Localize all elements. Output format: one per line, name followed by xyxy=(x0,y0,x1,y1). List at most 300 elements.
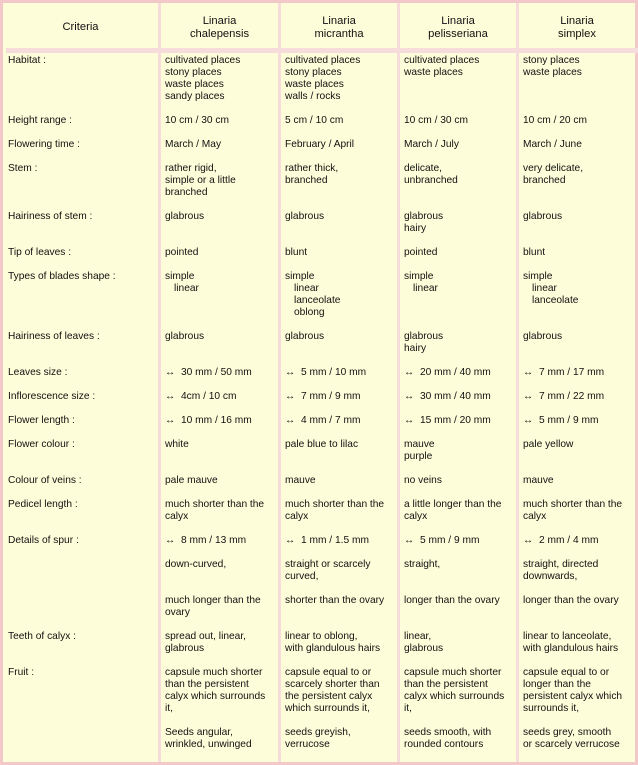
cell-text: down-curved, xyxy=(165,559,227,570)
cell-text: a little longer than the xyxy=(404,499,502,510)
genus-name: Linaria xyxy=(202,15,237,27)
table-cell xyxy=(285,439,358,451)
cell-line xyxy=(404,271,438,283)
cell-line xyxy=(285,211,324,223)
species-header xyxy=(400,6,516,48)
table-cell xyxy=(165,367,252,379)
cell-line xyxy=(404,175,458,187)
cell-line xyxy=(165,727,252,739)
table-cell xyxy=(285,499,384,523)
cell-text: 10 cm / 30 cm xyxy=(165,115,229,126)
table-cell xyxy=(285,595,384,607)
cell-text: glabrous xyxy=(165,331,205,342)
table-cell xyxy=(165,211,204,223)
cell-text: 5 mm / 9 mm xyxy=(420,535,480,546)
cell-line xyxy=(165,535,246,547)
cell-text: downwards, xyxy=(523,571,578,582)
cell-line xyxy=(404,367,491,379)
table-cell xyxy=(404,559,440,571)
cell-line xyxy=(404,727,491,739)
cell-line xyxy=(165,67,240,79)
table-cell xyxy=(523,631,618,655)
cell-text: glabrous xyxy=(165,211,205,222)
table-cell xyxy=(165,667,265,715)
cell-text: linear to lanceolate, xyxy=(523,631,612,642)
cell-line xyxy=(404,67,479,79)
cell-text: waste places xyxy=(285,79,344,90)
cell-text: surrounds it, xyxy=(523,703,580,714)
row-label: Height range : xyxy=(8,115,72,126)
cell-line xyxy=(165,163,236,175)
table-cell xyxy=(523,559,598,583)
table-cell xyxy=(523,439,573,451)
cell-text: longer than the ovary xyxy=(523,595,619,606)
table-cell xyxy=(285,331,324,343)
cell-line xyxy=(165,283,199,295)
cell-line xyxy=(285,691,380,703)
cell-line xyxy=(523,163,583,175)
table-cell xyxy=(285,115,343,127)
cell-text: rather rigid, xyxy=(165,163,217,174)
cell-text: simple xyxy=(523,271,553,282)
cell-line xyxy=(523,439,573,451)
cell-text: unbranched xyxy=(404,175,458,186)
cell-text: straight, directed xyxy=(523,559,599,570)
cell-line xyxy=(404,451,435,463)
table-cell xyxy=(285,667,380,715)
table-cell xyxy=(523,367,604,379)
table-cell xyxy=(523,595,619,607)
table-cell xyxy=(285,211,324,223)
table-cell xyxy=(404,727,491,751)
table-cell xyxy=(523,475,554,487)
table-cell xyxy=(404,391,491,403)
cell-line xyxy=(165,643,246,655)
row-label: Habitat : xyxy=(8,55,46,66)
table-cell xyxy=(165,727,252,751)
cell-text: capsule much shorter xyxy=(165,667,263,678)
table-cell xyxy=(404,667,504,715)
cell-text: hairy xyxy=(404,223,427,234)
cell-text: rather thick, xyxy=(285,163,339,174)
cell-text: mauve xyxy=(404,439,435,450)
table-cell xyxy=(404,247,437,259)
cell-line xyxy=(523,499,622,511)
table-cell xyxy=(285,535,369,547)
cell-line xyxy=(165,691,265,703)
table-cell xyxy=(285,475,316,487)
cell-line xyxy=(404,163,458,175)
cell-text: lanceolate xyxy=(294,295,341,306)
cell-line xyxy=(523,67,582,79)
table-cell xyxy=(404,415,491,427)
cell-line xyxy=(404,331,443,343)
criteria-header xyxy=(3,6,158,48)
cell-text: simple xyxy=(404,271,434,282)
table-cell xyxy=(523,331,562,343)
cell-line xyxy=(165,55,240,67)
table-cell xyxy=(523,415,598,427)
cell-line xyxy=(523,415,598,427)
table-cell xyxy=(523,727,620,751)
cell-text: branched xyxy=(165,187,208,198)
cell-text: it, xyxy=(165,703,173,714)
cell-line xyxy=(285,331,324,343)
cell-line xyxy=(404,691,504,703)
cell-text: seeds grey, smooth xyxy=(523,727,612,738)
table-cell xyxy=(404,367,491,379)
table-cell xyxy=(404,139,459,151)
table-cell xyxy=(523,115,587,127)
cell-line xyxy=(523,595,619,607)
cell-text: with glandulous hairs xyxy=(285,643,381,654)
cell-line xyxy=(523,727,620,739)
cell-line xyxy=(165,115,229,127)
cell-line xyxy=(404,631,443,643)
cell-line xyxy=(523,739,620,751)
double-arrow-icon: ↔ xyxy=(285,367,296,378)
cell-line xyxy=(404,247,437,259)
table-cell xyxy=(404,595,500,607)
cell-text: pointed xyxy=(404,247,438,258)
cell-line xyxy=(404,679,504,691)
double-arrow-icon: ↔ xyxy=(404,367,415,378)
table-cell xyxy=(404,499,501,523)
table-cell xyxy=(523,391,604,403)
cell-text: much shorter than the xyxy=(165,499,265,510)
cell-text: calyx xyxy=(165,511,189,522)
cell-text: 8 mm / 13 mm xyxy=(181,535,247,546)
cell-text: linear, xyxy=(404,631,432,642)
row-label: Teeth of calyx : xyxy=(8,631,76,642)
row-label: Details of spur : xyxy=(8,535,79,546)
cell-line xyxy=(523,175,583,187)
cell-line xyxy=(404,499,501,511)
cell-line xyxy=(523,55,582,67)
cell-line xyxy=(523,139,582,151)
table-cell xyxy=(285,367,366,379)
cell-text: stony places xyxy=(285,67,342,78)
species-header xyxy=(519,6,635,48)
table-cell xyxy=(404,535,479,547)
cell-text: glabrous xyxy=(404,211,444,222)
cell-text: verrucose xyxy=(285,739,330,750)
row-label: Pedicel length : xyxy=(8,499,78,510)
cell-text: longer than the ovary xyxy=(404,595,500,606)
table-cell xyxy=(404,331,443,355)
cell-line xyxy=(523,559,598,571)
cell-text: 15 mm / 20 mm xyxy=(420,415,491,426)
table-cell xyxy=(165,595,261,619)
double-arrow-icon: ↔ xyxy=(523,367,534,378)
table-cell xyxy=(285,247,307,259)
cell-line xyxy=(404,475,442,487)
double-arrow-icon: ↔ xyxy=(285,535,296,546)
table-cell xyxy=(523,535,598,547)
cell-line xyxy=(285,139,354,151)
cell-line xyxy=(404,415,491,427)
cell-line xyxy=(404,703,504,715)
cell-line xyxy=(404,391,491,403)
cell-text: blunt xyxy=(523,247,546,258)
cell-text: 7 mm / 9 mm xyxy=(301,391,361,402)
cell-text: 10 cm / 20 cm xyxy=(523,115,587,126)
cell-text: lanceolate xyxy=(532,295,579,306)
cell-line xyxy=(285,247,307,259)
table-cell xyxy=(285,415,360,427)
cell-line xyxy=(404,439,435,451)
cell-text: linear xyxy=(174,283,199,294)
cell-text: oblong xyxy=(294,307,325,318)
table-cell xyxy=(523,211,562,223)
cell-text: shorter than the ovary xyxy=(285,595,385,606)
cell-text: much shorter than the xyxy=(285,499,385,510)
cell-text: capsule equal to or xyxy=(523,667,610,678)
cell-line xyxy=(165,187,236,199)
cell-text: simple xyxy=(165,271,195,282)
double-arrow-icon: ↔ xyxy=(165,367,176,378)
cell-text: with glandulous hairs xyxy=(523,643,619,654)
cell-text: white xyxy=(165,439,189,450)
cell-text: 10 cm / 30 cm xyxy=(404,115,468,126)
cell-text: 30 mm / 40 mm xyxy=(420,391,491,402)
row-label: Flower length : xyxy=(8,415,75,426)
cell-line xyxy=(285,703,380,715)
cell-line xyxy=(523,247,545,259)
cell-line xyxy=(404,643,443,655)
cell-line xyxy=(285,667,380,679)
cell-line xyxy=(523,703,622,715)
cell-text: delicate, xyxy=(404,163,442,174)
cell-text: 20 mm / 40 mm xyxy=(420,367,491,378)
cell-text: 5 mm / 10 mm xyxy=(301,367,367,378)
cell-text: linear xyxy=(294,283,319,294)
cell-line xyxy=(285,571,371,583)
double-arrow-icon: ↔ xyxy=(523,415,534,426)
cell-line xyxy=(285,475,316,487)
cell-line xyxy=(404,559,440,571)
cell-line xyxy=(404,667,504,679)
cell-line xyxy=(285,307,340,319)
cell-text: cultivated places xyxy=(285,55,361,66)
cell-text: curved, xyxy=(285,571,319,582)
species-header xyxy=(161,6,278,48)
cell-line xyxy=(523,511,622,523)
cell-line xyxy=(285,115,343,127)
cell-text: pale yellow xyxy=(523,439,574,450)
cell-line xyxy=(285,415,360,427)
cell-line xyxy=(523,367,604,379)
cell-text: calyx xyxy=(404,511,428,522)
table-cell xyxy=(165,271,199,295)
cell-line xyxy=(404,115,468,127)
table-cell xyxy=(285,631,380,655)
cell-text: blunt xyxy=(285,247,308,258)
cell-text: walls / rocks xyxy=(285,91,341,102)
cell-line xyxy=(285,739,351,751)
cell-text: 1 mm / 1.5 mm xyxy=(301,535,369,546)
row-label: Inflorescence size : xyxy=(8,391,96,402)
table-cell xyxy=(523,55,582,79)
cell-text: pale mauve xyxy=(165,475,218,486)
cell-line xyxy=(165,607,261,619)
genus-name: Linaria xyxy=(322,15,356,27)
table-cell xyxy=(404,55,479,79)
row-label: Fruit : xyxy=(8,667,35,678)
cell-text: rounded contours xyxy=(404,739,484,750)
cell-line xyxy=(165,499,264,511)
cell-text: Seeds angular, xyxy=(165,727,233,738)
cell-text: pale blue to lilac xyxy=(285,439,359,450)
cell-text: seeds smooth, with xyxy=(404,727,492,738)
row-label: Types of blades shape : xyxy=(8,271,116,282)
cell-line xyxy=(285,631,380,643)
cell-line xyxy=(165,739,252,751)
table-cell xyxy=(165,331,204,343)
row-label: Tip of leaves : xyxy=(8,247,72,258)
cell-text: the persistent calyx xyxy=(285,691,373,702)
cell-text: branched xyxy=(523,175,566,186)
cell-text: 5 mm / 9 mm xyxy=(539,415,599,426)
cell-text: than the persistent xyxy=(404,679,488,690)
cell-text: hairy xyxy=(404,343,427,354)
table-cell xyxy=(404,439,435,463)
table-cell xyxy=(165,559,226,571)
cell-text: sandy places xyxy=(165,91,225,102)
double-arrow-icon: ↔ xyxy=(404,415,415,426)
cell-text: linear xyxy=(413,283,438,294)
table-cell xyxy=(165,139,221,151)
cell-line xyxy=(285,643,380,655)
cell-line xyxy=(404,283,438,295)
cell-text: much shorter than the xyxy=(523,499,623,510)
cell-line xyxy=(165,595,261,607)
cell-line xyxy=(523,115,587,127)
cell-text: mauve xyxy=(523,475,554,486)
cell-text: much longer than the xyxy=(165,595,261,606)
table-cell xyxy=(404,211,443,235)
cell-text: March / July xyxy=(404,139,459,150)
cell-line xyxy=(523,295,578,307)
row-label: Hairiness of leaves : xyxy=(8,331,100,342)
cell-text: longer than the xyxy=(523,679,591,690)
cell-text: or scarcely verrucose xyxy=(523,739,620,750)
cell-text: very delicate, xyxy=(523,163,584,174)
cell-text: cultivated places xyxy=(404,55,480,66)
row-label: Leaves size : xyxy=(8,367,68,378)
species-header xyxy=(281,6,397,48)
cell-line xyxy=(523,631,618,643)
table-cell xyxy=(165,439,189,451)
cell-text: persistent calyx which xyxy=(523,691,623,702)
cell-line xyxy=(165,415,252,427)
cell-line xyxy=(404,595,500,607)
cell-text: linear to oblong, xyxy=(285,631,358,642)
cell-text: stony places xyxy=(165,67,222,78)
row-label: Flower colour : xyxy=(8,439,75,450)
cell-line xyxy=(285,91,360,103)
cell-line xyxy=(285,511,384,523)
cell-line xyxy=(285,535,369,547)
table-cell xyxy=(404,475,442,487)
cell-text: glabrous xyxy=(285,331,325,342)
cell-line xyxy=(165,139,221,151)
cell-line xyxy=(165,211,204,223)
cell-line xyxy=(165,439,189,451)
cell-text: which surrounds it, xyxy=(285,703,370,714)
cell-line xyxy=(165,667,265,679)
cell-line xyxy=(285,283,340,295)
cell-line xyxy=(285,163,338,175)
genus-name: Linaria xyxy=(560,15,594,27)
row-label: Stem : xyxy=(8,163,38,174)
row-label: Flowering time : xyxy=(8,139,80,150)
cell-text: 7 mm / 22 mm xyxy=(539,391,605,402)
cell-line xyxy=(523,691,622,703)
cell-line xyxy=(523,211,562,223)
header-divider xyxy=(6,48,638,53)
table-cell xyxy=(165,247,198,259)
table-cell xyxy=(404,271,438,295)
genus-name: Linaria xyxy=(441,15,475,27)
cell-line xyxy=(165,679,265,691)
cell-text: glabrous xyxy=(285,211,325,222)
table-cell xyxy=(165,475,218,487)
table-cell xyxy=(523,139,582,151)
cell-text: it, xyxy=(404,703,412,714)
cell-line xyxy=(165,367,252,379)
cell-line xyxy=(523,571,598,583)
cell-text: 2 mm / 4 mm xyxy=(539,535,599,546)
cell-line xyxy=(523,391,604,403)
species-name: pelisseriana xyxy=(428,28,488,40)
cell-line xyxy=(285,367,366,379)
cell-line xyxy=(285,559,371,571)
cell-line xyxy=(285,727,351,739)
table-cell xyxy=(523,247,545,259)
cell-line xyxy=(285,55,360,67)
table-cell xyxy=(285,727,351,751)
cell-line xyxy=(165,247,198,259)
cell-line xyxy=(523,643,618,655)
criteria-header-label: Criteria xyxy=(62,21,99,33)
cell-line xyxy=(165,175,236,187)
cell-text: glabrous xyxy=(523,331,563,342)
cell-text: wrinkled, unwinged xyxy=(165,739,252,750)
cell-text: 5 cm / 10 cm xyxy=(285,115,344,126)
cell-text: waste places xyxy=(165,79,224,90)
cell-text: 7 mm / 17 mm xyxy=(539,367,605,378)
cell-line xyxy=(165,511,264,523)
cell-line xyxy=(285,679,380,691)
cell-text: purple xyxy=(404,451,433,462)
cell-text: 4cm / 10 cm xyxy=(181,391,237,402)
cell-line xyxy=(165,631,246,643)
cell-line xyxy=(404,139,459,151)
cell-text: 10 mm / 16 mm xyxy=(181,415,252,426)
cell-text: 30 mm / 50 mm xyxy=(181,367,252,378)
cell-text: stony places xyxy=(523,55,580,66)
table-cell xyxy=(523,499,622,523)
cell-line xyxy=(165,79,240,91)
cell-line xyxy=(523,535,598,547)
cell-line xyxy=(404,739,491,751)
cell-text: linear xyxy=(532,283,557,294)
table-cell xyxy=(404,115,468,127)
cell-line xyxy=(523,679,622,691)
cell-text: mauve xyxy=(285,475,316,486)
table-cell xyxy=(523,163,583,187)
